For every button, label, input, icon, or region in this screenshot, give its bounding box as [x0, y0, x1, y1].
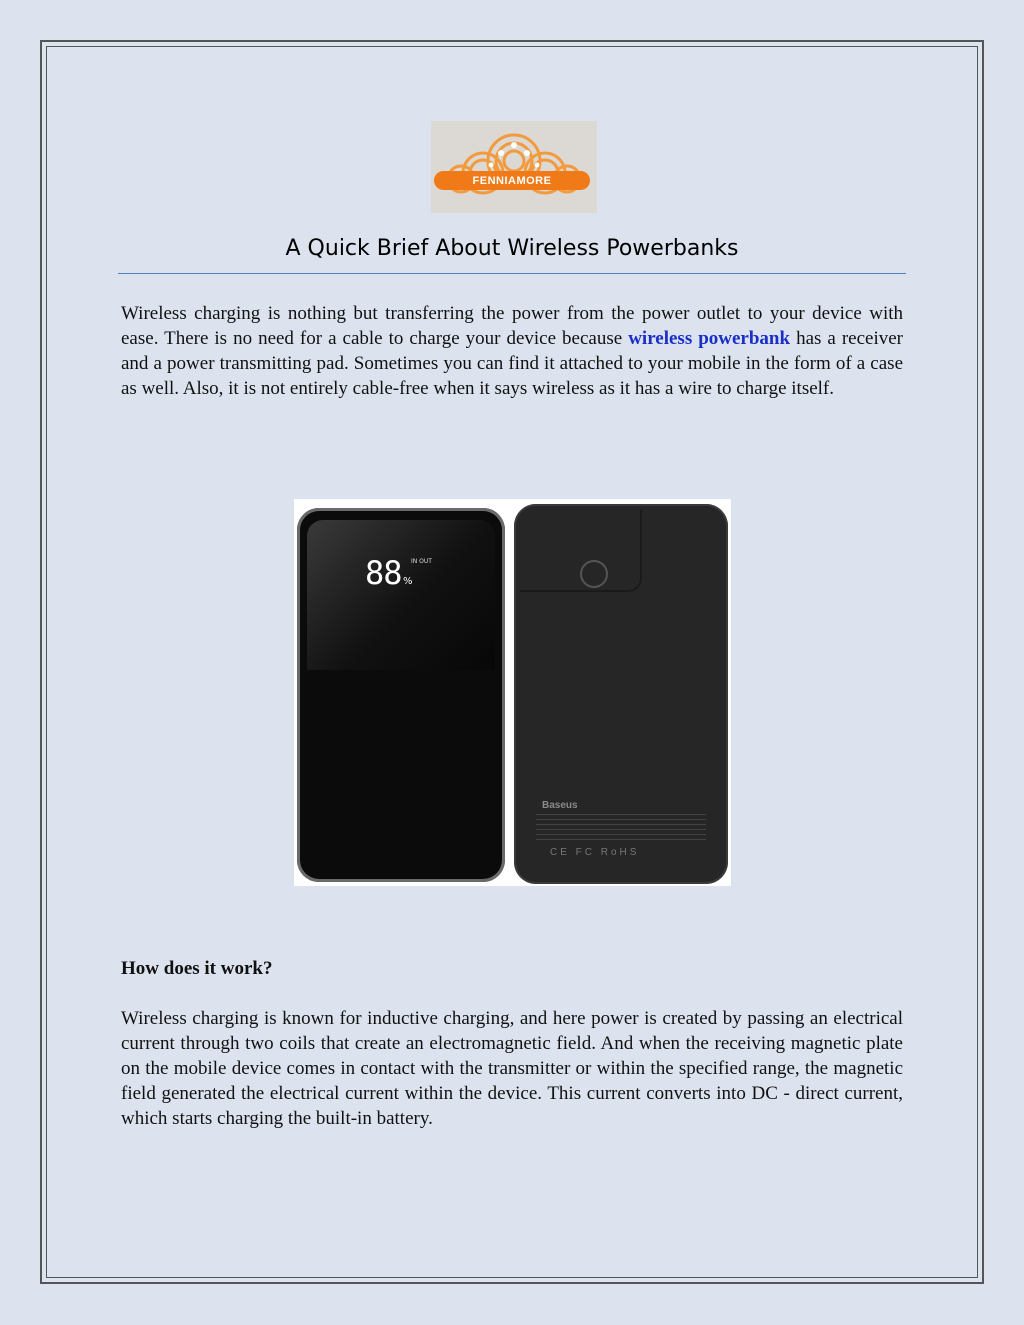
intro-text-after: has a receiver and a power transmitting pad. Sometimes you can find it attached to your mobile in the form of a case as well. Also, it is not entirely cable-free when it says wireless as it has a wire to charge itself. — [121, 328, 904, 399]
wireless-powerbank-link[interactable]: wireless powerbank — [628, 328, 791, 349]
page-title: A Quick Brief About Wireless Powerbanks — [285, 236, 739, 261]
brand-label: Baseus — [542, 800, 578, 811]
logo-text: FENNIAMORE — [434, 171, 590, 190]
section-heading: How does it work? — [121, 958, 273, 979]
powerbank-product-image — [294, 499, 731, 886]
certification-marks: CE FC RoHS — [550, 847, 640, 858]
power-button-icon — [580, 560, 608, 588]
intro-paragraph — [121, 301, 903, 401]
intro-text-before: Wireless charging is nothing but transferring the power from the power outlet to your device with ease. There is no need for a cable to charge your device because — [121, 303, 903, 349]
screen-glare — [307, 520, 495, 670]
section-body: Wireless charging is known for inductive charging, and here power is created by passing an electrical current through two coils that create an electromagnetic field. And when the receiving magnetic plate on the mobile device comes in contact with the transmitter or within the specified range, the magnetic field generated the electrical current within the device. This current converts into DC - direct current, which starts charging the built-in battery. — [121, 1008, 903, 1129]
battery-display-digits: 88 — [365, 554, 402, 592]
powerbank-back — [514, 504, 728, 884]
fine-print — [536, 814, 706, 842]
fenniamore-logo — [431, 121, 597, 213]
powerbank-front — [297, 508, 505, 882]
in-out-label: IN OUT — [411, 558, 432, 565]
battery-display-unit: % — [403, 576, 413, 587]
logo-graphic — [431, 121, 597, 213]
title-divider — [118, 273, 906, 274]
